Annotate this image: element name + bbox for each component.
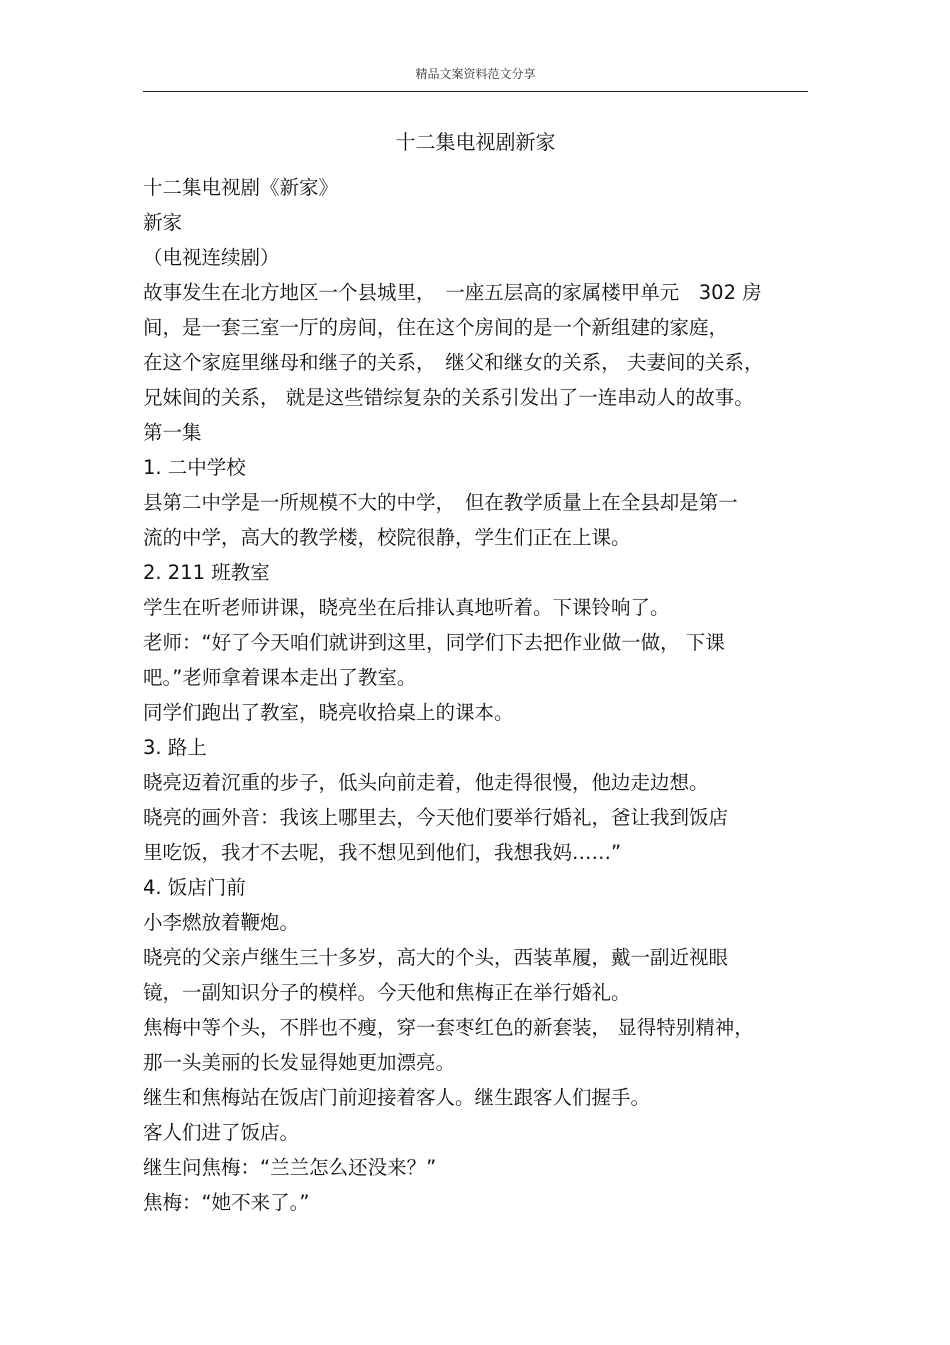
body-line: 晓亮迈着沉重的步子，低头向前走着，他走得很慢，他边走边想。 [143,771,709,794]
body-line: 继生问焦梅：“兰兰怎么还没来？” [143,1156,437,1179]
body-line: 新家 [143,211,183,234]
scene-heading: 4. 饭店门前 [143,876,246,899]
body-line: 间，是一套三室一厅的房间，住在这个房间的是一个新组建的家庭， [143,316,729,339]
header-divider [143,91,808,92]
body-line: 晓亮的画外音：我该上哪里去，今天他们要举行婚礼，爸让我到饭店 [143,806,729,829]
body-line: 晓亮的父亲卢继生三十多岁，高大的个头，西装革履，戴一副近视眼 [143,946,729,969]
body-line: 老师：“好了今天咱们就讲到这里，同学们下去把作业做一做， 下课 [143,631,725,654]
body-line: 焦梅：“她不来了。” [143,1191,310,1214]
body-line: 同学们跑出了教室，晓亮收拾桌上的课本。 [143,701,514,724]
body-line: 继生和焦梅站在饭店门前迎接着客人。继生跟客人们握手。 [143,1086,651,1109]
body-line: （电视连续剧） [143,246,280,269]
body-line: 学生在听老师讲课，晓亮坐在后排认真地听着。下课铃响了。 [143,596,670,619]
document-title: 十二集电视剧新家 [395,130,556,154]
body-line: 兄妹间的关系， 就是这些错综复杂的关系引发出了一连串动人的故事。 [143,386,754,409]
body-line: 镜，一副知识分子的模样。今天他和焦梅正在举行婚礼。 [143,981,631,1004]
document-body [143,170,811,1220]
section-heading: 第一集 [143,421,202,444]
scene-heading: 2. 211 班教室 [143,561,270,584]
body-line: 焦梅中等个头，不胖也不瘦，穿一套枣红色的新套装， 显得特别精神， [143,1016,754,1039]
body-line: 在这个家庭里继母和继子的关系， 继父和继女的关系， 夫妻间的关系， [143,351,764,374]
scene-heading: 3. 路上 [143,736,207,759]
page-header: 精品文案资料范文分享 [415,67,536,81]
body-line: 吧。”老师拿着课本走出了教室。 [143,666,417,689]
body-line: 流的中学，高大的教学楼，校院很静，学生们正在上课。 [143,526,631,549]
body-line: 十二集电视剧《新家》 [143,176,339,199]
body-line: 客人们进了饭店。 [143,1121,300,1144]
body-line: 里吃饭，我才不去呢，我不想见到他们，我想我妈……” [143,841,622,864]
scene-heading: 1. 二中学校 [143,456,246,479]
body-line: 县第二中学是一所规模不大的中学， 但在教学质量上在全县却是第一 [143,491,738,514]
body-line: 故事发生在北方地区一个县城里， 一座五层高的家属楼甲单元 302 房 [143,281,762,304]
body-line: 小李燃放着鞭炮。 [143,911,300,934]
body-line: 那一头美丽的长发显得她更加漂亮。 [143,1051,456,1074]
